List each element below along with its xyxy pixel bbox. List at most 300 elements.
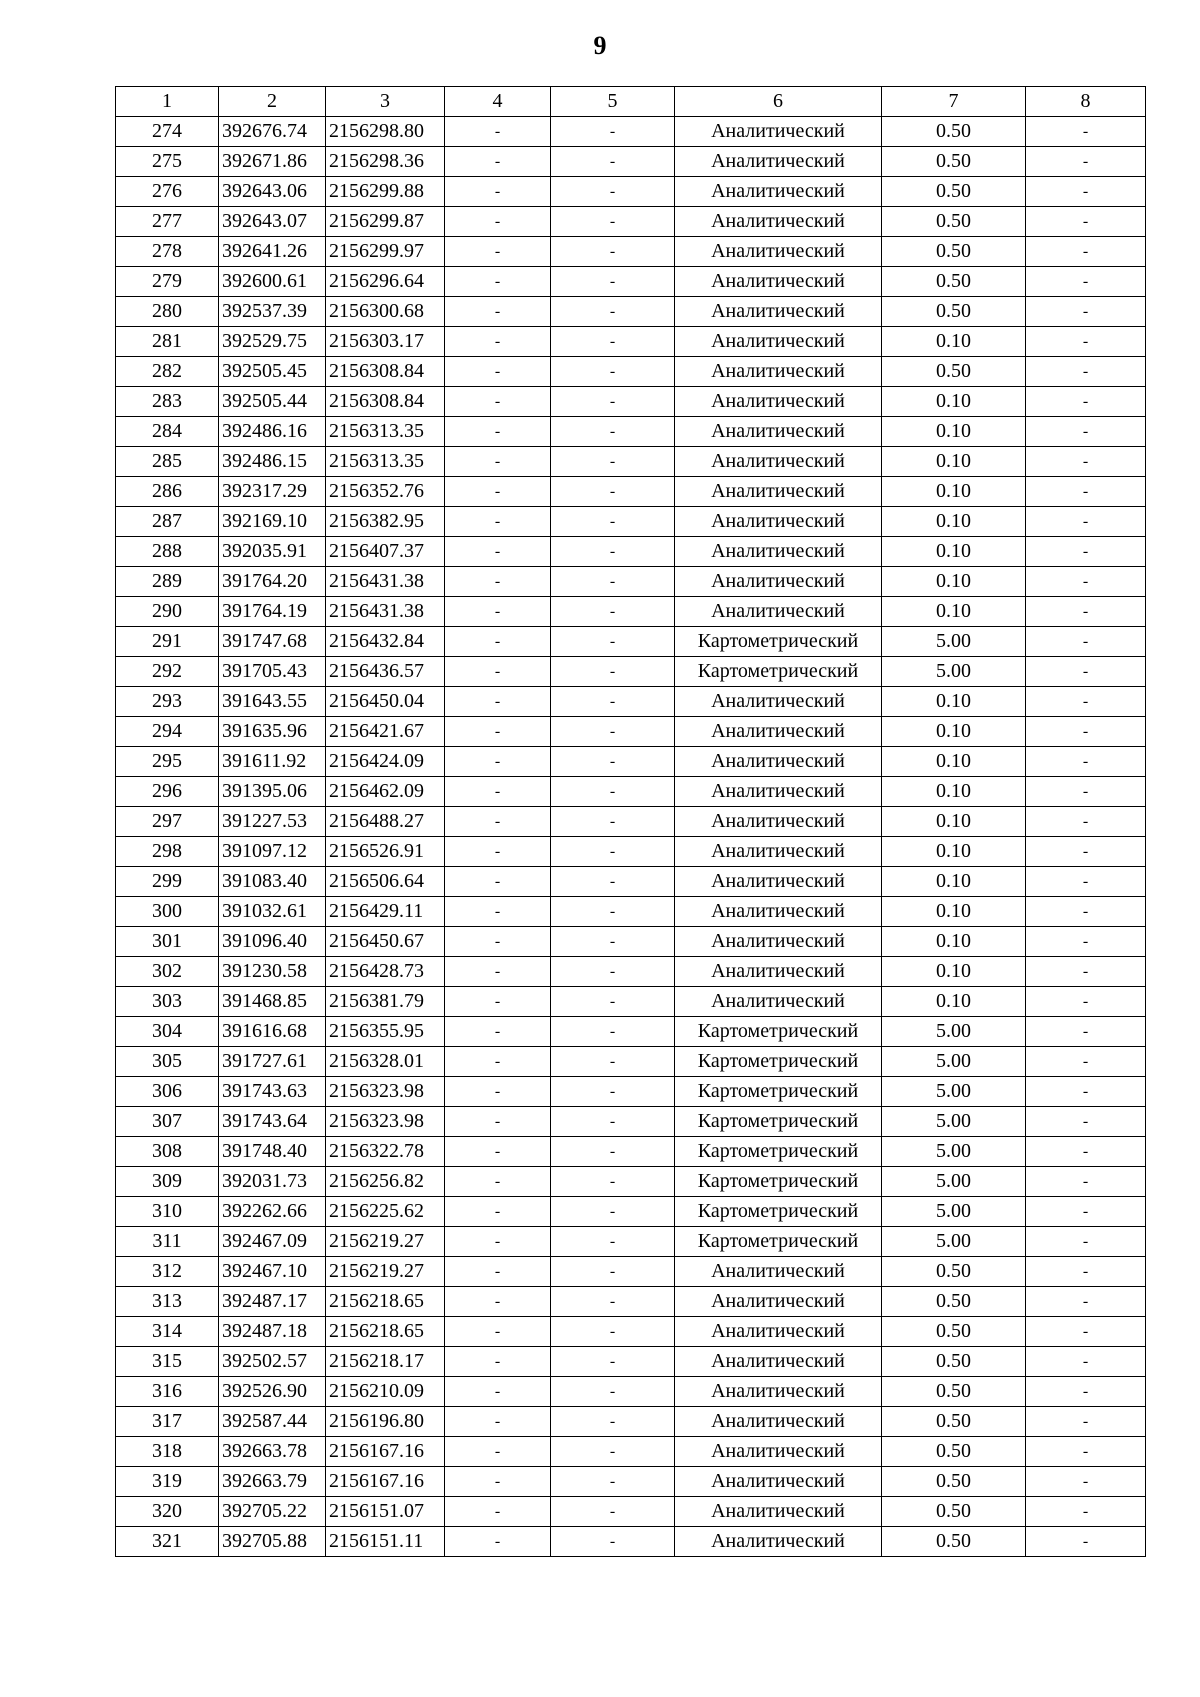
- cell-point-number: 292: [116, 657, 219, 687]
- cell-accuracy: 0.50: [882, 177, 1026, 207]
- cell-coord-y: 2156381.79: [326, 987, 445, 1017]
- cell-method: Аналитический: [675, 1317, 882, 1347]
- cell-col-4: -: [445, 807, 551, 837]
- cell-coord-x: 391743.64: [219, 1107, 326, 1137]
- cell-col-8: -: [1026, 1377, 1146, 1407]
- cell-point-number: 279: [116, 267, 219, 297]
- cell-col-5: -: [551, 1497, 675, 1527]
- table-row: [116, 1197, 1146, 1227]
- cell-col-8: -: [1026, 1137, 1146, 1167]
- cell-col-5: -: [551, 1047, 675, 1077]
- cell-col-5: -: [551, 1437, 675, 1467]
- cell-point-number: 286: [116, 477, 219, 507]
- cell-col-5: -: [551, 477, 675, 507]
- table-body: [116, 117, 1146, 1557]
- cell-col-8: -: [1026, 957, 1146, 987]
- cell-coord-x: 392487.18: [219, 1317, 326, 1347]
- cell-accuracy: 0.10: [882, 327, 1026, 357]
- cell-col-4: -: [445, 477, 551, 507]
- cell-coord-x: 392676.74: [219, 117, 326, 147]
- cell-coord-x: 392487.17: [219, 1287, 326, 1317]
- cell-coord-x: 392031.73: [219, 1167, 326, 1197]
- cell-coord-y: 2156462.09: [326, 777, 445, 807]
- cell-col-4: -: [445, 1317, 551, 1347]
- cell-col-8: -: [1026, 417, 1146, 447]
- cell-col-4: -: [445, 447, 551, 477]
- cell-method: Картометрический: [675, 1197, 882, 1227]
- cell-point-number: 283: [116, 387, 219, 417]
- cell-accuracy: 0.50: [882, 1377, 1026, 1407]
- cell-coord-y: 2156421.67: [326, 717, 445, 747]
- cell-accuracy: 0.10: [882, 867, 1026, 897]
- cell-col-5: -: [551, 747, 675, 777]
- cell-col-8: -: [1026, 117, 1146, 147]
- cell-method: Аналитический: [675, 237, 882, 267]
- cell-point-number: 299: [116, 867, 219, 897]
- cell-col-5: -: [551, 627, 675, 657]
- cell-method: Аналитический: [675, 117, 882, 147]
- cell-method: Аналитический: [675, 777, 882, 807]
- cell-col-4: -: [445, 1167, 551, 1197]
- cell-col-8: -: [1026, 927, 1146, 957]
- cell-coord-y: 2156450.04: [326, 687, 445, 717]
- cell-col-4: -: [445, 1437, 551, 1467]
- cell-method: Аналитический: [675, 507, 882, 537]
- cell-coord-x: 392663.78: [219, 1437, 326, 1467]
- cell-point-number: 306: [116, 1077, 219, 1107]
- cell-coord-x: 391230.58: [219, 957, 326, 987]
- cell-method: Картометрический: [675, 1167, 882, 1197]
- cell-col-4: -: [445, 957, 551, 987]
- cell-coord-y: 2156308.84: [326, 357, 445, 387]
- cell-coord-x: 392317.29: [219, 477, 326, 507]
- cell-method: Аналитический: [675, 867, 882, 897]
- column-header-5: 5: [551, 87, 675, 117]
- cell-col-5: -: [551, 267, 675, 297]
- cell-point-number: 301: [116, 927, 219, 957]
- cell-accuracy: 0.50: [882, 1287, 1026, 1317]
- cell-col-8: -: [1026, 147, 1146, 177]
- table-row: [116, 297, 1146, 327]
- table-row: [116, 1527, 1146, 1557]
- cell-col-5: -: [551, 537, 675, 567]
- cell-col-8: -: [1026, 627, 1146, 657]
- cell-method: Аналитический: [675, 1287, 882, 1317]
- cell-coord-x: 391032.61: [219, 897, 326, 927]
- cell-method: Аналитический: [675, 897, 882, 927]
- cell-col-8: -: [1026, 1227, 1146, 1257]
- table-row: [116, 417, 1146, 447]
- cell-method: Аналитический: [675, 1497, 882, 1527]
- cell-accuracy: 0.10: [882, 717, 1026, 747]
- cell-coord-x: 392643.06: [219, 177, 326, 207]
- cell-accuracy: 0.50: [882, 207, 1026, 237]
- cell-coord-y: 2156299.87: [326, 207, 445, 237]
- cell-point-number: 289: [116, 567, 219, 597]
- cell-point-number: 287: [116, 507, 219, 537]
- cell-method: Аналитический: [675, 717, 882, 747]
- cell-method: Картометрический: [675, 1227, 882, 1257]
- cell-col-4: -: [445, 1497, 551, 1527]
- cell-col-5: -: [551, 1407, 675, 1437]
- cell-col-4: -: [445, 267, 551, 297]
- cell-accuracy: 0.50: [882, 357, 1026, 387]
- cell-method: Аналитический: [675, 567, 882, 597]
- table-row: [116, 237, 1146, 267]
- table-row: [116, 147, 1146, 177]
- cell-coord-x: 392467.09: [219, 1227, 326, 1257]
- cell-method: Аналитический: [675, 837, 882, 867]
- cell-coord-x: 391083.40: [219, 867, 326, 897]
- cell-coord-y: 2156210.09: [326, 1377, 445, 1407]
- cell-point-number: 277: [116, 207, 219, 237]
- column-header-3: 3: [326, 87, 445, 117]
- cell-method: Аналитический: [675, 327, 882, 357]
- column-header-8: 8: [1026, 87, 1146, 117]
- cell-coord-y: 2156424.09: [326, 747, 445, 777]
- cell-col-8: -: [1026, 477, 1146, 507]
- cell-coord-x: 392502.57: [219, 1347, 326, 1377]
- cell-accuracy: 0.10: [882, 537, 1026, 567]
- cell-col-5: -: [551, 717, 675, 747]
- cell-col-8: -: [1026, 507, 1146, 537]
- cell-point-number: 288: [116, 537, 219, 567]
- cell-col-4: -: [445, 507, 551, 537]
- cell-point-number: 284: [116, 417, 219, 447]
- cell-method: Аналитический: [675, 687, 882, 717]
- cell-accuracy: 5.00: [882, 1167, 1026, 1197]
- cell-coord-y: 2156431.38: [326, 597, 445, 627]
- cell-accuracy: 0.50: [882, 1407, 1026, 1437]
- cell-col-8: -: [1026, 207, 1146, 237]
- cell-col-4: -: [445, 387, 551, 417]
- cell-col-4: -: [445, 717, 551, 747]
- cell-method: Аналитический: [675, 417, 882, 447]
- cell-col-8: -: [1026, 597, 1146, 627]
- cell-accuracy: 5.00: [882, 1017, 1026, 1047]
- cell-accuracy: 5.00: [882, 627, 1026, 657]
- cell-col-8: -: [1026, 1347, 1146, 1377]
- cell-accuracy: 5.00: [882, 1107, 1026, 1137]
- cell-col-5: -: [551, 837, 675, 867]
- cell-point-number: 318: [116, 1437, 219, 1467]
- cell-col-5: -: [551, 807, 675, 837]
- cell-coord-x: 391643.55: [219, 687, 326, 717]
- table-row: [116, 567, 1146, 597]
- cell-accuracy: 0.10: [882, 417, 1026, 447]
- cell-col-5: -: [551, 447, 675, 477]
- cell-coord-y: 2156382.95: [326, 507, 445, 537]
- column-header-6: 6: [675, 87, 882, 117]
- cell-method: Картометрический: [675, 1047, 882, 1077]
- cell-col-8: -: [1026, 807, 1146, 837]
- cell-col-8: -: [1026, 837, 1146, 867]
- cell-point-number: 278: [116, 237, 219, 267]
- cell-col-8: -: [1026, 267, 1146, 297]
- cell-accuracy: 0.10: [882, 687, 1026, 717]
- cell-accuracy: 5.00: [882, 1047, 1026, 1077]
- cell-method: Аналитический: [675, 357, 882, 387]
- cell-col-4: -: [445, 357, 551, 387]
- cell-coord-y: 2156313.35: [326, 447, 445, 477]
- cell-col-5: -: [551, 417, 675, 447]
- cell-coord-x: 391635.96: [219, 717, 326, 747]
- cell-coord-x: 392169.10: [219, 507, 326, 537]
- cell-accuracy: 0.50: [882, 1527, 1026, 1557]
- cell-point-number: 315: [116, 1347, 219, 1377]
- cell-col-8: -: [1026, 1287, 1146, 1317]
- cell-col-4: -: [445, 1077, 551, 1107]
- cell-col-4: -: [445, 237, 551, 267]
- cell-col-5: -: [551, 357, 675, 387]
- cell-accuracy: 0.10: [882, 957, 1026, 987]
- cell-col-5: -: [551, 987, 675, 1017]
- cell-point-number: 316: [116, 1377, 219, 1407]
- cell-method: Аналитический: [675, 477, 882, 507]
- cell-coord-x: 391611.92: [219, 747, 326, 777]
- cell-method: Аналитический: [675, 297, 882, 327]
- cell-accuracy: 0.10: [882, 927, 1026, 957]
- cell-col-5: -: [551, 237, 675, 267]
- cell-coord-x: 392529.75: [219, 327, 326, 357]
- cell-coord-y: 2156303.17: [326, 327, 445, 357]
- table-row: [116, 1017, 1146, 1047]
- cell-coord-y: 2156225.62: [326, 1197, 445, 1227]
- cell-coord-y: 2156431.38: [326, 567, 445, 597]
- cell-method: Аналитический: [675, 387, 882, 417]
- cell-col-5: -: [551, 957, 675, 987]
- cell-accuracy: 0.50: [882, 1497, 1026, 1527]
- cell-coord-x: 392262.66: [219, 1197, 326, 1227]
- table-row: [116, 357, 1146, 387]
- cell-point-number: 307: [116, 1107, 219, 1137]
- cell-col-8: -: [1026, 897, 1146, 927]
- table-row: [116, 777, 1146, 807]
- table-row: [116, 897, 1146, 927]
- cell-coord-y: 2156450.67: [326, 927, 445, 957]
- cell-coord-y: 2156352.76: [326, 477, 445, 507]
- cell-coord-x: 392671.86: [219, 147, 326, 177]
- cell-accuracy: 0.10: [882, 597, 1026, 627]
- cell-coord-x: 392705.22: [219, 1497, 326, 1527]
- cell-coord-y: 2156300.68: [326, 297, 445, 327]
- cell-coord-y: 2156428.73: [326, 957, 445, 987]
- cell-coord-x: 391097.12: [219, 837, 326, 867]
- table-row: [116, 927, 1146, 957]
- cell-method: Аналитический: [675, 267, 882, 297]
- cell-col-5: -: [551, 867, 675, 897]
- cell-coord-y: 2156323.98: [326, 1107, 445, 1137]
- cell-point-number: 293: [116, 687, 219, 717]
- cell-method: Аналитический: [675, 207, 882, 237]
- table-row: [116, 507, 1146, 537]
- cell-col-8: -: [1026, 237, 1146, 267]
- cell-col-4: -: [445, 207, 551, 237]
- cell-coord-x: 392526.90: [219, 1377, 326, 1407]
- table-row: [116, 1137, 1146, 1167]
- cell-col-5: -: [551, 117, 675, 147]
- cell-col-8: -: [1026, 327, 1146, 357]
- cell-point-number: 295: [116, 747, 219, 777]
- cell-col-4: -: [445, 327, 551, 357]
- cell-col-8: -: [1026, 1047, 1146, 1077]
- cell-coord-y: 2156432.84: [326, 627, 445, 657]
- cell-coord-y: 2156355.95: [326, 1017, 445, 1047]
- cell-coord-x: 392505.44: [219, 387, 326, 417]
- cell-col-5: -: [551, 1467, 675, 1497]
- cell-col-8: -: [1026, 1407, 1146, 1437]
- cell-col-4: -: [445, 537, 551, 567]
- table-row: [116, 477, 1146, 507]
- cell-accuracy: 0.10: [882, 477, 1026, 507]
- cell-coord-y: 2156506.64: [326, 867, 445, 897]
- table-row: [116, 1437, 1146, 1467]
- cell-coord-x: 391748.40: [219, 1137, 326, 1167]
- cell-point-number: 302: [116, 957, 219, 987]
- table-row: [116, 1407, 1146, 1437]
- cell-method: Аналитический: [675, 597, 882, 627]
- cell-method: Аналитический: [675, 1467, 882, 1497]
- cell-col-4: -: [445, 897, 551, 927]
- table-row: [116, 807, 1146, 837]
- cell-coord-y: 2156299.88: [326, 177, 445, 207]
- cell-col-8: -: [1026, 1527, 1146, 1557]
- column-header-2: 2: [219, 87, 326, 117]
- cell-col-8: -: [1026, 687, 1146, 717]
- cell-point-number: 274: [116, 117, 219, 147]
- cell-accuracy: 0.10: [882, 837, 1026, 867]
- cell-method: Картометрический: [675, 1017, 882, 1047]
- cell-method: Аналитический: [675, 147, 882, 177]
- table-row: [116, 1497, 1146, 1527]
- cell-col-8: -: [1026, 717, 1146, 747]
- cell-coord-y: 2156298.80: [326, 117, 445, 147]
- cell-point-number: 320: [116, 1497, 219, 1527]
- cell-point-number: 290: [116, 597, 219, 627]
- cell-col-4: -: [445, 1407, 551, 1437]
- cell-col-5: -: [551, 1317, 675, 1347]
- cell-col-4: -: [445, 837, 551, 867]
- cell-coord-y: 2156218.65: [326, 1317, 445, 1347]
- table-row: [116, 1317, 1146, 1347]
- cell-col-8: -: [1026, 657, 1146, 687]
- cell-accuracy: 5.00: [882, 1227, 1026, 1257]
- cell-coord-x: 392641.26: [219, 237, 326, 267]
- cell-point-number: 309: [116, 1167, 219, 1197]
- table-row: [116, 267, 1146, 297]
- cell-method: Аналитический: [675, 927, 882, 957]
- cell-point-number: 297: [116, 807, 219, 837]
- cell-accuracy: 0.50: [882, 1317, 1026, 1347]
- cell-col-8: -: [1026, 1197, 1146, 1227]
- cell-accuracy: 0.10: [882, 447, 1026, 477]
- cell-method: Картометрический: [675, 657, 882, 687]
- cell-point-number: 296: [116, 777, 219, 807]
- cell-col-5: -: [551, 177, 675, 207]
- table-header-row: [116, 87, 1146, 117]
- cell-col-4: -: [445, 1527, 551, 1557]
- cell-col-4: -: [445, 417, 551, 447]
- cell-point-number: 294: [116, 717, 219, 747]
- cell-point-number: 303: [116, 987, 219, 1017]
- cell-coord-y: 2156219.27: [326, 1227, 445, 1257]
- cell-accuracy: 0.10: [882, 507, 1026, 537]
- cell-method: Аналитический: [675, 1407, 882, 1437]
- cell-method: Аналитический: [675, 987, 882, 1017]
- cell-coord-x: 392486.15: [219, 447, 326, 477]
- cell-accuracy: 0.50: [882, 1467, 1026, 1497]
- cell-col-5: -: [551, 1077, 675, 1107]
- cell-col-8: -: [1026, 537, 1146, 567]
- cell-point-number: 300: [116, 897, 219, 927]
- cell-point-number: 312: [116, 1257, 219, 1287]
- cell-col-5: -: [551, 1227, 675, 1257]
- cell-col-8: -: [1026, 297, 1146, 327]
- cell-col-8: -: [1026, 1257, 1146, 1287]
- cell-method: Картометрический: [675, 1137, 882, 1167]
- cell-accuracy: 5.00: [882, 657, 1026, 687]
- cell-col-8: -: [1026, 387, 1146, 417]
- table-row: [116, 627, 1146, 657]
- cell-col-8: -: [1026, 1107, 1146, 1137]
- cell-col-5: -: [551, 1197, 675, 1227]
- cell-coord-y: 2156328.01: [326, 1047, 445, 1077]
- cell-col-8: -: [1026, 1017, 1146, 1047]
- cell-col-4: -: [445, 1347, 551, 1377]
- table-row: [116, 1467, 1146, 1497]
- cell-col-4: -: [445, 627, 551, 657]
- cell-col-5: -: [551, 657, 675, 687]
- cell-coord-x: 392467.10: [219, 1257, 326, 1287]
- cell-col-5: -: [551, 1167, 675, 1197]
- cell-col-5: -: [551, 1107, 675, 1137]
- cell-col-4: -: [445, 927, 551, 957]
- cell-coord-x: 391764.20: [219, 567, 326, 597]
- cell-coord-y: 2156436.57: [326, 657, 445, 687]
- cell-col-5: -: [551, 777, 675, 807]
- cell-point-number: 304: [116, 1017, 219, 1047]
- cell-col-8: -: [1026, 447, 1146, 477]
- table-row: [116, 1167, 1146, 1197]
- cell-col-5: -: [551, 1347, 675, 1377]
- cell-accuracy: 0.50: [882, 147, 1026, 177]
- cell-point-number: 275: [116, 147, 219, 177]
- cell-col-4: -: [445, 1137, 551, 1167]
- cell-coord-y: 2156299.97: [326, 237, 445, 267]
- cell-col-4: -: [445, 687, 551, 717]
- cell-coord-x: 391727.61: [219, 1047, 326, 1077]
- cell-coord-x: 391743.63: [219, 1077, 326, 1107]
- cell-col-8: -: [1026, 1317, 1146, 1347]
- cell-point-number: 282: [116, 357, 219, 387]
- cell-coord-y: 2156488.27: [326, 807, 445, 837]
- cell-col-4: -: [445, 117, 551, 147]
- cell-accuracy: 5.00: [882, 1197, 1026, 1227]
- cell-accuracy: 0.10: [882, 387, 1026, 417]
- cell-method: Аналитический: [675, 957, 882, 987]
- cell-col-8: -: [1026, 357, 1146, 387]
- cell-col-4: -: [445, 747, 551, 777]
- cell-col-4: -: [445, 867, 551, 897]
- cell-col-5: -: [551, 327, 675, 357]
- cell-accuracy: 0.50: [882, 297, 1026, 327]
- cell-coord-y: 2156296.64: [326, 267, 445, 297]
- table-row: [116, 687, 1146, 717]
- cell-col-5: -: [551, 897, 675, 927]
- cell-point-number: 280: [116, 297, 219, 327]
- cell-accuracy: 0.50: [882, 1347, 1026, 1377]
- cell-method: Аналитический: [675, 1437, 882, 1467]
